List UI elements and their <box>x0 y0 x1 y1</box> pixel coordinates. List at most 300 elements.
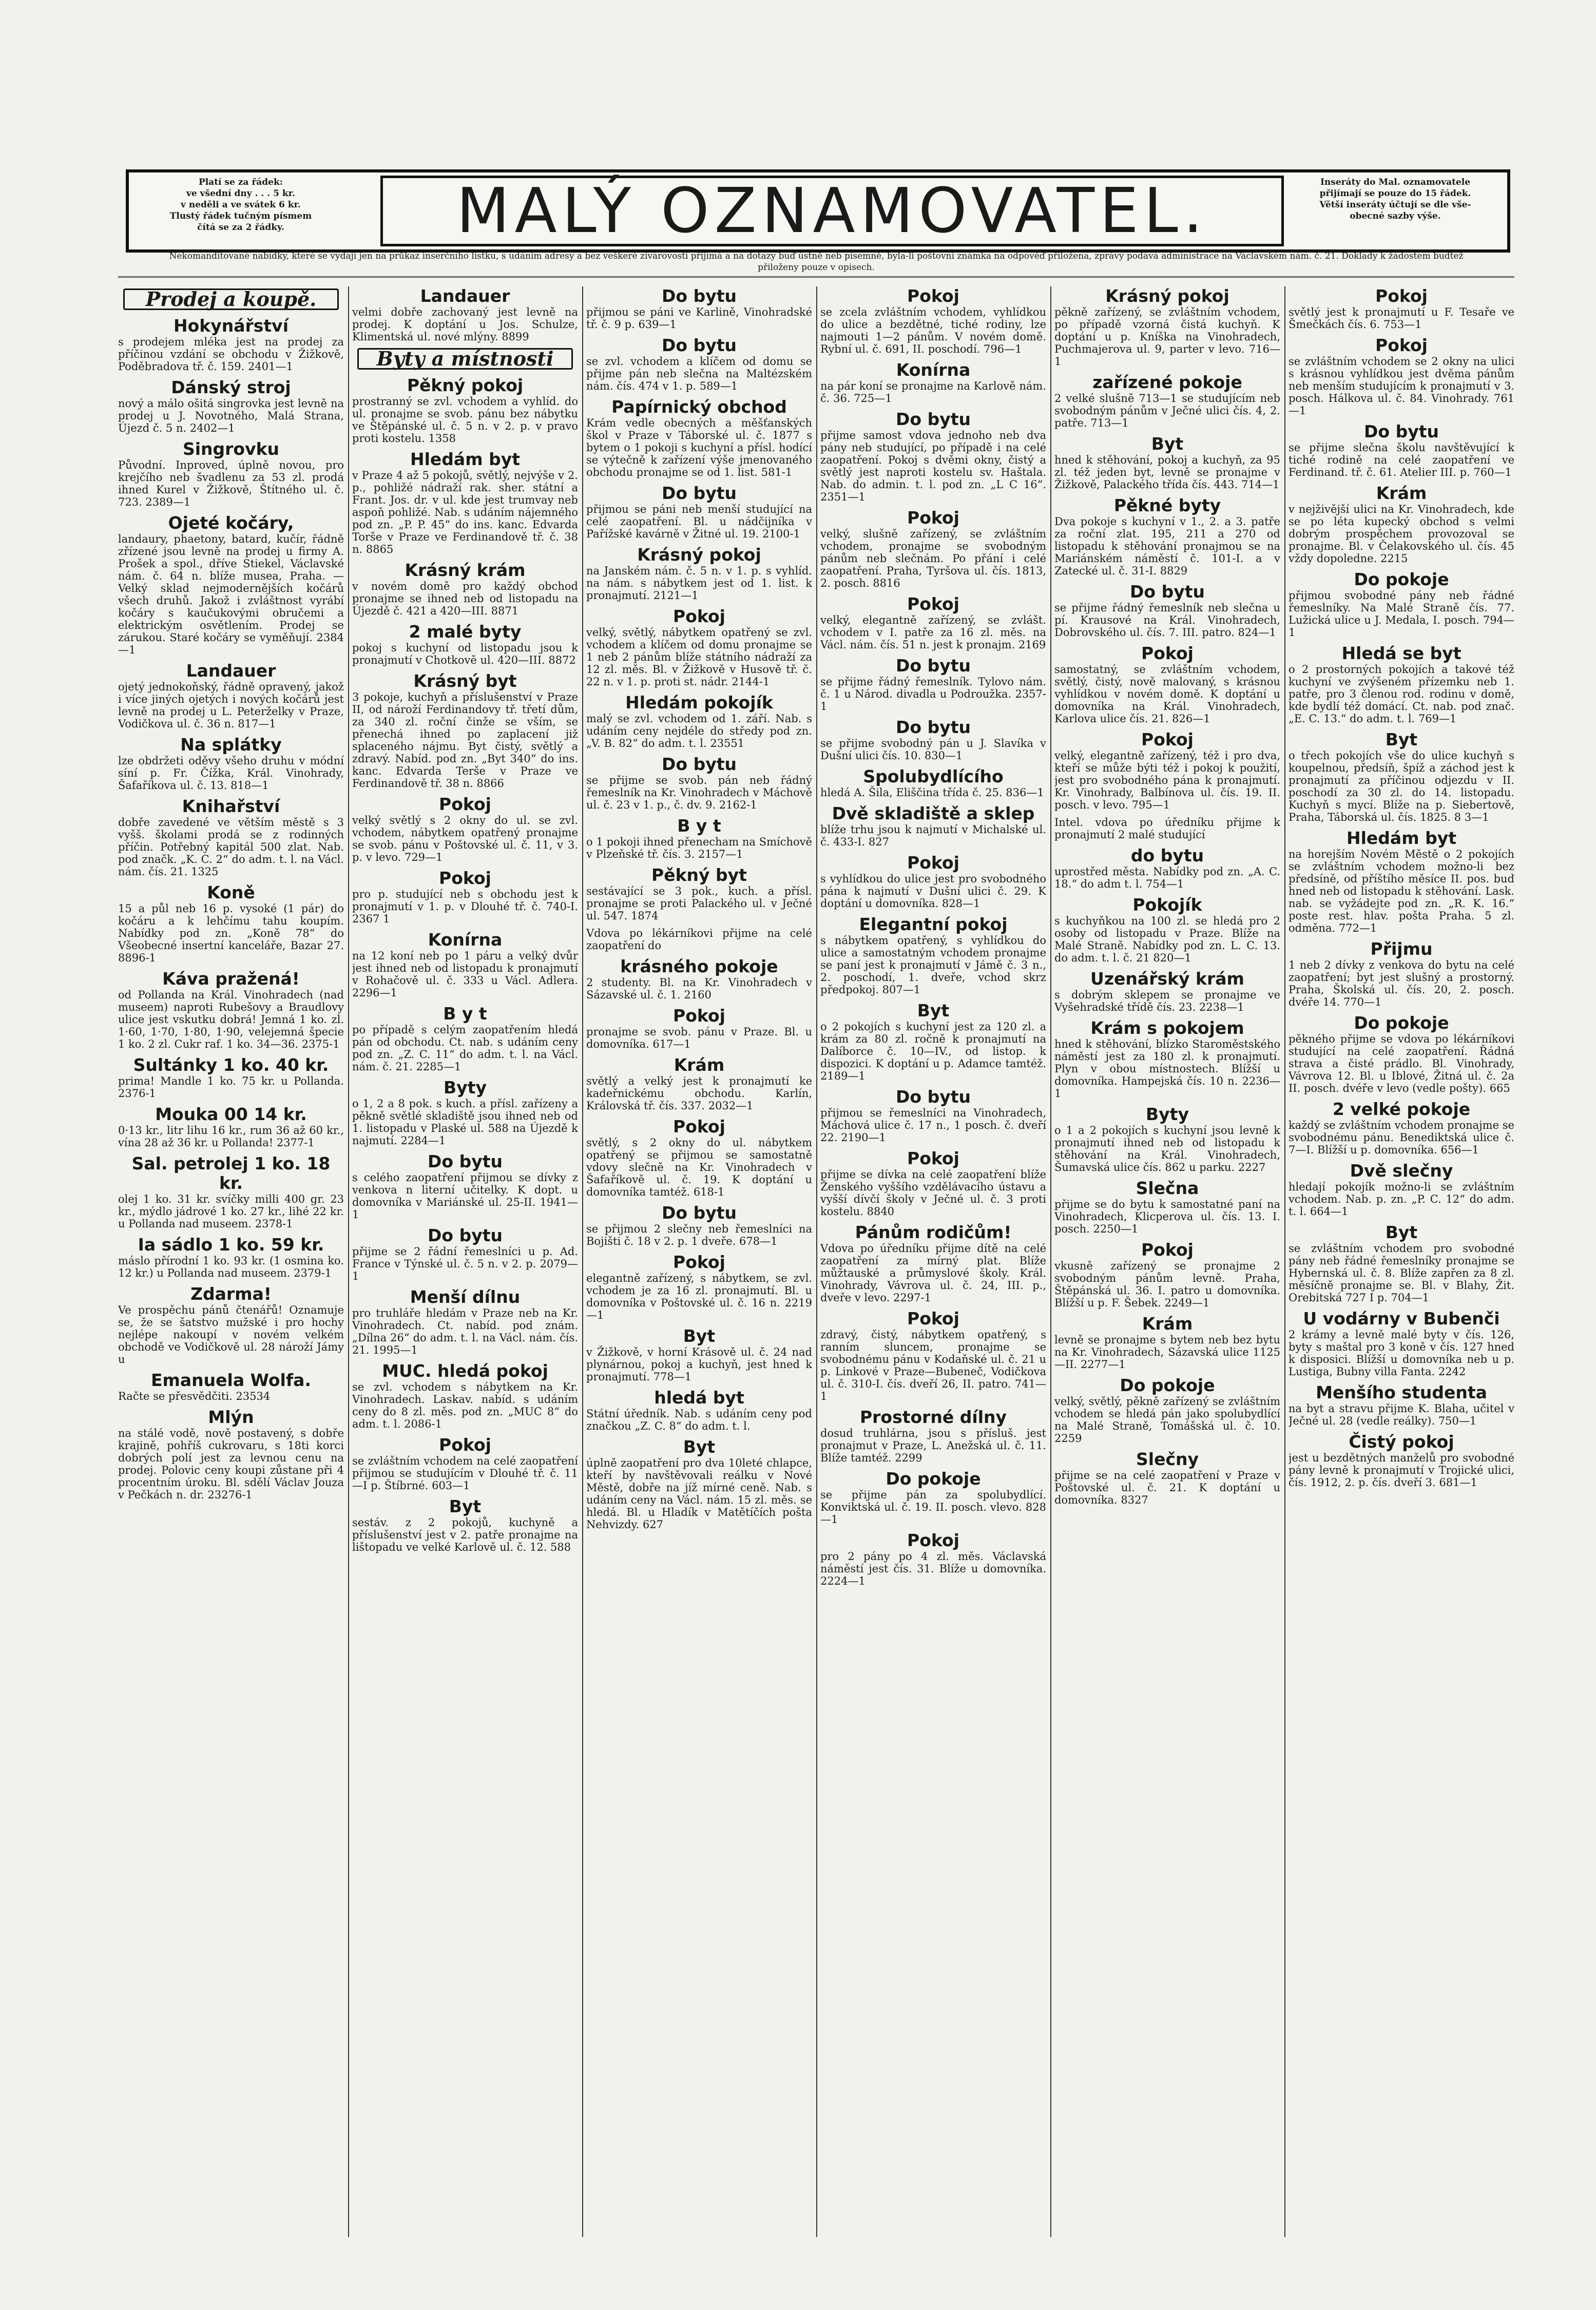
ad-text: 1 neb 2 dívky z venkova do bytu na celé zaopatření; byt jest slušný a prostorný. Praha, Školská ul. čís. 20, 2. posch. dvéře 14. 770—1 <box>1289 959 1514 1008</box>
ad-text: hledá A. Šila, Eliščina třída č. 25. 836—1 <box>820 786 1044 799</box>
ad-text: levně se pronajme s bytem neb bez bytu na Kr. Vinohradech, Sázavská ulice 1125—II. 2277—1 <box>1054 1334 1280 1371</box>
ad-headline: Do pokoje <box>1120 1375 1215 1395</box>
classified-ad <box>352 450 578 555</box>
classified-ad <box>1289 1161 1514 1218</box>
ad-headline: Byt <box>917 1000 950 1021</box>
ad-headline: Landauer <box>186 661 276 681</box>
ad-text: se zvláštním vchodem pro svobodné pány neb řádné řemeslníky pronajme se Hybernská ul. č. 8. Blíže zapřen za 8 zl. měsíčně pronajme se. Bl. v Blahy, Žit. Orebitská 727 I p. 704—1 <box>1289 1242 1514 1304</box>
classified-ad <box>586 1055 812 1112</box>
classified-ad <box>820 1149 1046 1218</box>
classified-ad <box>352 622 578 666</box>
classified-ad <box>1054 1314 1280 1371</box>
ad-headline: Pokoj <box>907 286 959 306</box>
ad-headline: B y t <box>677 816 721 836</box>
classified-ad <box>1054 1376 1280 1445</box>
ad-headline: Byt <box>683 1326 716 1346</box>
classified-ad <box>1289 1383 1514 1427</box>
classified-ad <box>352 930 578 999</box>
ad-headline: Byty <box>1146 1104 1189 1124</box>
ad-text: přijme se 2 řádní řemeslníci u p. Ad. France v Týnské ul. č. 5 n. v 2. p. 2079—1 <box>352 1245 578 1282</box>
classified-ad <box>820 718 1046 762</box>
classified-ad <box>820 1309 1046 1402</box>
classified-ad <box>118 316 344 373</box>
classified-ad <box>118 378 344 434</box>
ad-text: světlý a velký jest k pronajmutí ke kadeřnickému obchodu. Karlín, Královská tř. čís. 337. 2032—1 <box>586 1075 812 1112</box>
ad-text: Vdova po lékárníkovi přijme na celé zaopatření do <box>586 927 812 952</box>
classified-ad <box>1054 286 1280 368</box>
section-heading: Byty a místnosti <box>357 348 573 370</box>
rates-line: čítá se za 2 řádky. <box>197 222 284 233</box>
ad-text: Původní. Inproved, úplně novou, pro krejčího neb švadlenu za 53 zl. prodá ihned Kurel v Žižkově, Štítného ul. č. 723. 2389—1 <box>118 459 344 508</box>
ad-headline: Slečny <box>1136 1449 1199 1469</box>
classified-ad <box>820 767 1046 799</box>
classified-ad <box>586 607 812 688</box>
ad-text: uprostřed města. Nabídky pod zn. „A. C. 18.“ do adm t. l. 754—1 <box>1054 865 1280 890</box>
ad-headline: Pokoj <box>1375 335 1428 355</box>
ad-text: máslo přírodní 1 ko. 93 kr. (1 osmina ko. 12 kr.) u Pollanda nad museem. 2379-1 <box>118 1255 344 1279</box>
classified-ad <box>586 755 812 811</box>
ad-headline: Hledám byt <box>1347 828 1456 848</box>
classified-ad <box>586 816 812 860</box>
ad-headline: Pokoj <box>1141 643 1194 663</box>
ad-text: o 1 a 2 pokojích s kuchyní jsou levně k pronajmutí ihned neb od listopadu k stěhování na Král. Vinohradech, Šumavská ulice čís. 862 u parku. 2227 <box>1054 1124 1280 1173</box>
ad-headline: Zdarma! <box>190 1284 272 1304</box>
masthead <box>126 169 1510 253</box>
ad-headline: Do bytu <box>662 335 737 355</box>
classified-ad <box>586 336 812 392</box>
classified-ad <box>118 1284 344 1365</box>
classified-ad <box>1289 422 1514 478</box>
ad-headline: Byt <box>1385 1222 1418 1242</box>
ad-headline: Mouka 00 14 kr. <box>155 1104 307 1124</box>
ad-headline: Konírna <box>896 360 971 380</box>
classified-ad <box>586 1388 812 1432</box>
title-box <box>380 176 1284 246</box>
classified-ad <box>118 661 344 730</box>
ad-headline: Sal. petrolej 1 ko. 18 kr. <box>131 1153 331 1193</box>
classified-ad <box>820 1087 1046 1144</box>
classified-ad <box>1054 582 1280 639</box>
ad-headline: Dánský stroj <box>171 377 291 397</box>
ad-headline: Emanuela Wolfa. <box>150 1370 311 1390</box>
ad-text: se přijme pán za spolubydlící. Konviktská ul. č. 19. II. posch. vlevo. 828—1 <box>820 1489 1046 1526</box>
classified-ad <box>820 360 1046 405</box>
ad-headline: Ojeté kočáry, <box>168 513 294 533</box>
ad-text: v novém domě pro každý obchod pronajme se ihned neb od listopadu na Újezdě č. 421 a 420—III. 8871 <box>352 580 578 617</box>
ad-headline: Krásný pokoj <box>1105 286 1229 306</box>
ad-headline: hledá byt <box>654 1388 744 1408</box>
ad-headline: Na splátky <box>180 735 282 755</box>
section-heading: Prodej a koupě. <box>123 288 339 310</box>
classified-ad <box>118 1055 344 1100</box>
ad-text: pronajme se svob. pánu v Praze. Bl. u domovníka. 617—1 <box>586 1026 812 1050</box>
ad-text: pro 2 pány po 4 zl. měs. Václavská náměstí jest čís. 31. Blíže u domovníka. 2224—1 <box>820 1550 1046 1587</box>
classified-ad <box>820 1223 1046 1304</box>
classified-ad <box>1054 895 1280 964</box>
ad-headline: Uzenářský krám <box>1090 969 1244 989</box>
classified-ad <box>820 594 1046 651</box>
ad-text: s celého zaopatření přijmou se dívky z venkova n literní učitelky. K dopt. u domovníka v Mariánské ul. 25-II. 1941—1 <box>352 1171 578 1221</box>
classified-ad <box>586 1253 812 1321</box>
ad-text: prima! Mandle 1 ko. 75 kr. u Pollanda. 2376-1 <box>118 1075 344 1100</box>
ad-headline: Do bytu <box>896 1087 971 1107</box>
ad-headline: Do bytu <box>428 1151 503 1171</box>
ad-headline: Byt <box>683 1437 716 1457</box>
ad-headline: Do bytu <box>1364 421 1439 441</box>
classified-ad <box>352 376 578 445</box>
ad-headline: Do bytu <box>428 1225 503 1245</box>
column-rule <box>1284 286 1285 2237</box>
ad-text: hned k stěhování, blízko Staroměstského náměstí jest za 180 zl. k pronajmutí. Plyn v obou místnostech. Blížší u domovníka. Hampejská čís. 10 n. 2236—1 <box>1054 1038 1280 1100</box>
classified-ad <box>586 1117 812 1198</box>
ad-headline: Konírna <box>428 930 503 950</box>
ad-headline: Pokoj <box>439 794 491 814</box>
ad-headline: Do bytu <box>662 286 737 306</box>
classified-ad <box>1054 496 1280 577</box>
ad-text: sestáv. z 2 pokojů, kuchyně a příslušenství jest v 2. patře pronajme na lištopadu ve velké Karlově ul. č. 12. 588 <box>352 1516 578 1553</box>
ad-headline: Elegantní pokoj <box>859 914 1008 934</box>
ad-headline: Sultánky 1 ko. 40 kr. <box>133 1055 329 1075</box>
ad-text: v Žižkově, v horní Krásově ul. č. 24 nad plynárnou, pokoj a kuchyň, jest hned k pronajmutí. 778—1 <box>586 1346 812 1383</box>
classified-ad <box>586 865 812 922</box>
ad-headline: Do bytu <box>896 656 971 676</box>
ad-text: od Pollanda na Král. Vinohradech (nad museem) naproti Rubešovy a Braudlovy ulice jest vskutku dobrá! Jemná 1 ko. zl. 1·60, 1·70, 1·80, 1·90, velejemná špecie 1 ko. 2 zl. Cukr raf. 1 ko. 34—36. 2375-1 <box>118 989 344 1050</box>
rules-line: Větší inseráty účtují se dle vše- <box>1319 200 1471 210</box>
classified-ad <box>586 545 812 602</box>
ad-text: na Janském nám. č. 5 n. v 1. p. s vyhlíd. na nám. s nábytkem jest od 1. list. k pronajmutí. 2121—1 <box>586 565 812 602</box>
ad-headline: Krásný byt <box>413 671 517 691</box>
ad-headline: Krám <box>1376 483 1427 503</box>
classified-ad <box>118 513 344 656</box>
classified-ad <box>1054 373 1280 429</box>
ad-text: Vdova po úředníku přijme dítě na celé zaopatření za mírný plat. Blíže můžtauské a průmyslové školy. Král. Vinohrady, Vávrova ul. č. 24, III. p., dveře v levo. 2297-1 <box>820 1242 1046 1304</box>
classified-ad <box>820 656 1046 713</box>
classified-ad <box>1054 816 1280 841</box>
ad-headline: Pěkný byt <box>651 865 747 885</box>
ad-headline: Káva pražená! <box>162 969 300 989</box>
classified-ad <box>352 869 578 925</box>
ad-headline: Přijmu <box>1370 939 1433 959</box>
ad-text: pěkného přijme se vdova po lékárníkovi studující na celé zaopatření. Řádná strava a čisté prádlo. Bl. Vinohrady, Vávrova 12. Bl. u Iblové, Žitná ul. č. 2a II. posch. dvéře v levo (vedle pošty). 665 <box>1289 1033 1514 1094</box>
classified-ad <box>1289 336 1514 417</box>
ad-headline: Hledám pokojík <box>625 692 773 713</box>
ad-text: se přijme slečna školu navštěvující k tiché rodině na celé zaopatření ve Ferdinand. tř. č. 61. Atelier III. p. 760—1 <box>1289 441 1514 478</box>
ad-headline: Do pokoje <box>1354 569 1449 589</box>
notice-text: Nekomanditované nabídky, které se vydají jen na průkaz inserčního lístku, s udáním adresy a bez veškeré zívárovosti přijímá a na dotazy buď ústně neb písemně, byla-li poštovní známka na odpověď přiložena, zprávy podává administrace na Václavském nám. č. 21. Doklady k žádostem budtež přiloženy pouze v opisech. <box>169 251 1464 273</box>
classified-ad <box>352 1004 578 1073</box>
classified-ad <box>820 1531 1046 1587</box>
classified-ad <box>586 957 812 1001</box>
ad-text: po případě s celým zaopatřením hledá pán od obchodu. Ct. nab. s udáním ceny pod zn. „Z. C. 11“ do adm. t. l. na Václ. nám. č. 21. 2285—1 <box>352 1024 578 1073</box>
ad-text: Ve prospěchu pánů čtenářů! Oznamuje se, že se šatstvo mužské i pro hochy nejlépe nakoupí v novém velkém obchodě ve Vodičkově ul. 28 nároží Jámy u <box>118 1304 344 1365</box>
classified-ad <box>1289 1223 1514 1304</box>
header-rule <box>118 276 1514 278</box>
ad-headline: Singrovku <box>182 439 280 459</box>
ad-headline: Do bytu <box>662 1203 737 1223</box>
ad-headline: Pěkný pokoj <box>407 375 524 395</box>
classified-ad <box>1054 1105 1280 1173</box>
ad-headline: Pokojík <box>1132 895 1202 915</box>
ad-text: se zvl. vchodem s nábytkem na Kr. Vinohradech. Laskav. nabíd. s udáním ceny do 8 zl. měs. pod zn. „MUC 8“ do adm. t. l. 2086-1 <box>352 1381 578 1430</box>
ad-text: landaury, phaetony, batard, kučír, řádně zřízené jsou levně na prodej u firmy A. Prošek a spol., dříve Stiekel, Václavské nám. č. 64 n. blíže musea, Praha. — Velký sklad nejmodernějších kočárů všech druhů. Jakož i zvláštnost vyrábí kočáry s kaučukovými obručemi a elektrickým osvětlením. Prodej se zárukou. Staré kočáry se vyměňují. 2384—1 <box>118 533 344 656</box>
ad-text: s dobrým sklepem se pronajme ve Vyšehradské třídě čís. 23. 2238—1 <box>1054 989 1280 1013</box>
rates-line: v neděli a ve svátek 6 kr. <box>181 200 301 210</box>
classified-ad <box>820 1408 1046 1464</box>
ad-headline: Pokoj <box>439 868 491 888</box>
classified-ad <box>820 804 1046 848</box>
ad-headline: Pokoj <box>1375 286 1428 306</box>
ad-headline: Knihařství <box>182 796 280 816</box>
ad-text: jest u bezdětných manželů pro svobodné pány levně k pronajmutí v Trojické ulici, čís. 1912, 2. p. čís. dveří 3. 681—1 <box>1289 1452 1514 1489</box>
ad-text: na pár koní se pronajme na Karlově nám. č. 36. 725—1 <box>820 380 1046 405</box>
classified-ad <box>586 286 812 331</box>
ad-text: dobře zavedené ve větším městě s 3 vyšš. školami prodá se z rodinných příčin. Potřebný kapitál 500 zlat. Nab. pod značk. „K. C. 2“ do adm. t. l. na Václ. nám. čís. 21. 1325 <box>118 816 344 878</box>
ad-text: přijmou se řemeslníci na Vinohradech, Máchová ulice č. 17 n., 1 posch. č. dveří 22. 2190—1 <box>820 1107 1046 1144</box>
ad-headline: MUC. hledá pokoj <box>382 1361 548 1381</box>
ad-text: velký, světlý, nábytkem opatřený se zvl. vchodem a klíčem od domu pronajme se 1 neb 2 pánům blíže státního nádraží za 12 zl. měs. Bl. v Žižkově v Husově tř. č. 22 n. v 1. p. proti st. nádr. 2144-1 <box>586 626 812 688</box>
ad-headline: Ia sádlo 1 ko. 59 kr. <box>138 1235 324 1255</box>
classified-ad <box>586 397 812 478</box>
classified-ad <box>1289 286 1514 331</box>
classified-ad <box>1289 1432 1514 1489</box>
classified-ad <box>1289 484 1514 565</box>
ad-headline: B y t <box>443 1004 487 1024</box>
ad-text: velmi dobře zachovaný jest levně na prodej. K doptání u Jos. Schulze, Klimentská ul. nové mlýny. 8899 <box>352 306 578 343</box>
ad-text: velký, elegantně zařízený, se zvlášt. vchodem v I. patře za 16 zl. měs. na Václ. nám. čís. 51 n. jest k pronajm. 2169 <box>820 614 1046 651</box>
ad-headline: Pokoj <box>673 1006 725 1026</box>
ad-headline: zařízené pokoje <box>1092 372 1242 392</box>
ad-column <box>1054 286 1280 2237</box>
ad-text: hledají pokojík možno-li se zvláštním vchodem. Nab. p. zn. „P. C. 12“ do adm. t. l. 664—1 <box>1289 1181 1514 1218</box>
classified-ad <box>820 1469 1046 1526</box>
ad-headline: Koně <box>207 882 255 902</box>
ad-headline: Dvě skladiště a sklep <box>832 803 1035 823</box>
ad-headline: Landauer <box>420 286 510 306</box>
classified-ad <box>1289 939 1514 1008</box>
classified-ad <box>352 561 578 617</box>
ad-text: blíže trhu jsou k najmutí v Michalské ul. č. 433-I. 827 <box>820 823 1046 848</box>
ad-text: 2 studenty. Bl. na Kr. Vinohradech v Sázavské ul. č. 1. 2160 <box>586 976 812 1001</box>
ad-text: velký, slušně zařízený, se zvláštním vchodem, pronajme se svobodným pánům neb slečnám. Po přání i celé zaopatření. Praha, Tyršova ul. čís. 1813, 2. posch. 8816 <box>820 528 1046 589</box>
rates-box <box>133 177 349 243</box>
ad-text: 2 velké slušně 713—1 se studujícím neb svobodným pánům v Ječné ulici čís. 4, 2. patře. 713—1 <box>1054 392 1280 429</box>
ad-headline: Pěkné byty <box>1113 495 1221 515</box>
rates-line: Tlustý řádek tučným písmem <box>169 211 312 221</box>
ad-headline: Pokoj <box>907 1148 959 1168</box>
classified-ad <box>586 484 812 540</box>
classified-ad <box>1289 644 1514 725</box>
classified-ad <box>1054 1018 1280 1100</box>
ad-headline: Pánům rodičům! <box>855 1222 1012 1242</box>
ad-text: o třech pokojích vše do ulice kuchyň s koupelnou, předsíň, špíž a záchod jest k pronajmutí za příčinou odjezdu v II. poschodí za 30 zl. do 14. listopadu. Kuchyň s mycí. Blíže na p. Siebertově, Praha, Táborská ul. čís. 1825. 8 3—1 <box>1289 749 1514 823</box>
ad-text: pokoj s kuchyní od listopadu jsou k pronajmutí v Chotkově ul. 420—III. 8872 <box>352 642 578 666</box>
classified-ad <box>118 1235 344 1279</box>
column-rule <box>348 286 349 2237</box>
ad-headline: Papírnický obchod <box>611 397 787 417</box>
classified-ad <box>1289 570 1514 639</box>
ad-text: o 2 pokojích s kuchyní jest za 120 zl. a krám za 80 zl. ročně k pronajmutí na Dalíborce č. 10—IV., od listop. k dispozici. K doptání u p. Adamce tamtéž. 2189—1 <box>820 1021 1046 1082</box>
ad-headline: Krásný krám <box>405 560 526 580</box>
classified-ad <box>1054 1450 1280 1506</box>
ad-text: v nejživější ulici na Kr. Vinohradech, kde se po léta kupecký obchod s velmi dobrým prospěchem provozoval se pronajme. Bl. v Čelakovského ul. čís. 45 vždy dopoledne. 2215 <box>1289 503 1514 565</box>
ad-text: o 1, 2 a 8 pok. s kuch. a přísl. zařízeny a pěkně světlé skladiště jsou ihned neb od 1. listopadu v Plaské ul. 588 na Újezdě k najmutí. 2284—1 <box>352 1098 578 1147</box>
ad-headline: Pokoj <box>907 1308 959 1329</box>
classified-ad <box>820 410 1046 503</box>
classified-ad <box>820 286 1046 355</box>
column-rule <box>582 286 583 2237</box>
ad-text: s kuchyňkou na 100 zl. se hledá pro 2 osoby od listopadu v Praze. Blíže na Malé Straně. Nabídky pod zn. L. C. 13. do adm. t. l. č. 21 820—1 <box>1054 915 1280 964</box>
classified-ad <box>118 883 344 964</box>
ad-headline: Pokoj <box>907 594 959 614</box>
ad-headline: Krám <box>674 1055 725 1075</box>
ad-headline: Dvě slečny <box>1350 1161 1453 1181</box>
ad-text: sestávající se 3 pok., kuch. a přísl. pronajme se proti Palackého ul. v Ječné ul. 547. 1874 <box>586 885 812 922</box>
ad-text: světlý jest k pronajmutí u F. Tesaře ve Šmečkách čís. 6. 753—1 <box>1289 306 1514 331</box>
ad-column <box>586 286 812 2237</box>
ad-text: přijme se do bytu k samostatné paní na Vinohradech, Klicperova ul. čís. 13. I. posch. 2250—1 <box>1054 1198 1280 1235</box>
ad-headline: Pokoj <box>907 508 959 528</box>
ad-headline: Pokoj <box>1141 729 1194 749</box>
ad-headline: 2 malé byty <box>409 622 522 642</box>
classified-ad <box>1054 1240 1280 1309</box>
ad-text: pro p. studující neb s obchodu jest k pronajmutí v 1. p. v Dlouhé tř. č. 740-I. 2367 1 <box>352 888 578 925</box>
ad-headline: Do pokoje <box>886 1469 981 1489</box>
ad-text: v Praze 4 až 5 pokojů, světlý, nejvýše v 2. p., pohližé nádraží rak. sher. státní a Frant. Jos. dr. v ul. kde jest trumvay neb aspoň pohližé. Nab. s udáním nájemného pod zn. „P. P. 45“ do ins. kanc. Edvarda Torše v Praze ve Ferdinandově tř. č. 38 n. 8865 <box>352 469 578 555</box>
classified-ad <box>1289 1309 1514 1378</box>
ad-headline: U vodárny v Bubenči <box>1303 1308 1500 1329</box>
ad-headline: Byt <box>449 1496 482 1516</box>
ad-text: velký, elegantně zařízený, též i pro dva, kteří se může býti též i pokoj k použití, jest pro svobodného pána k pronajmutí. Kr. Vinohrady, Balbínova ul. čís. 19. II. posch. v levo. 795—1 <box>1054 749 1280 811</box>
rules-line: obecné sazby výše. <box>1350 211 1441 221</box>
ad-text: s nábytkem opatřený, s vyhlídkou do ulice a samostatným vchodem pronajme se paní jest k pronajmutí v Jámě č. 3 n., 2. poschodí, 1. dveře, vchod skrz předpokoj. 807—1 <box>820 934 1046 996</box>
ad-headline: Krásný pokoj <box>637 545 761 565</box>
ad-column <box>1289 286 1514 2237</box>
ad-text: se přijme se svob. pán neb řádný řemeslník na Kr. Vinohradech v Máchově ul. č. 23 v 1. p., č. dv. 9. 2162-1 <box>586 774 812 811</box>
ad-headline: Byt <box>1151 434 1184 454</box>
ad-text: 3 pokoje, kuchyň a příslušenství v Praze II, od nároží Ferdinandovy tř. třetí dům, za 340 zl. roční činže se vším, se přenechá ihned po zaplacení již splaceného nájmu. Byt čistý, světlý a zdravý. Nabíd. pod zn. „Byt 340“ do ins. kanc. Edvarda Terše v Praze ve Ferdinandově tř. 38 n. 8866 <box>352 691 578 790</box>
ad-headline: do bytu <box>1130 845 1204 865</box>
classified-ad <box>586 1006 812 1050</box>
ad-text: 0·13 kr., litr lihu 16 kr., rum 36 až 60 kr., vína 28 až 36 kr. u Pollanda! 2377-1 <box>118 1124 344 1149</box>
classified-ad <box>118 797 344 878</box>
ad-headline: Krám s pokojem <box>1090 1018 1244 1038</box>
ad-text: pro truhláře hledám v Praze neb na Kr. Vinohradech. Ct. nabíd. pod znám. „Dílna 26“ do adm. t. l. na Václ. nám. čís. 21. 1995—1 <box>352 1307 578 1356</box>
ad-text: 2 krámy a levně malé byty v čís. 126, byty s maštal pro 3 koně v čís. 127 hned k disposici. Blížší u domovníka neb u p. Lustiga, Bubny villa Fanta. 2242 <box>1289 1329 1514 1378</box>
ad-text: malý se zvl. vchodem od 1. září. Nab. s udáním ceny nejdéle do středy pod zn. „V. B. 82“ do adm. t. l. 23551 <box>586 713 812 749</box>
ad-headline: Prostorné dílny <box>859 1407 1007 1427</box>
classified-ad <box>118 735 344 792</box>
ad-text: s prodejem mléka jest na prodej za příčinou vzdání se obchodu v Žižkově, Poděbradova tř. č. 159. 2401—1 <box>118 336 344 373</box>
ad-headline: Hledá se byt <box>1341 643 1462 663</box>
classified-ad <box>820 1001 1046 1082</box>
classified-ad <box>1289 1013 1514 1094</box>
ad-headline: Pokoj <box>673 1116 725 1137</box>
classified-ad <box>1289 730 1514 823</box>
ad-text: světlý, s 2 okny do ul. nábytkem opatřený se přijmou se samostatně vdovy slečně na Kr. Vinohradech v Šafaříkově ul. č. 19. K doptání u domovníka tamtéž. 618-1 <box>586 1137 812 1198</box>
classified-ad <box>352 1361 578 1430</box>
classified-ad <box>586 1326 812 1383</box>
ad-headline: krásného pokoje <box>620 956 778 976</box>
classified-ad <box>118 1154 344 1230</box>
ad-text: na 12 koní neb po 1 páru a velký dvůr jest ihned neb od listopadu k pronajmutí v Rohačově ul. č. 333 u Václ. Adlera. 2296—1 <box>352 950 578 999</box>
classified-ad <box>820 508 1046 589</box>
classified-ad <box>352 1078 578 1147</box>
ad-text: s vyhlídkou do ulice jest pro svobodného pána k najmutí v Dušní ulici č. 29. K doptání u domovníka. 828—1 <box>820 873 1046 910</box>
page-title: MALÝ OZNAMOVATEL. <box>456 175 1208 247</box>
ad-text: samostatný, se zvláštním vchodem, světlý, čistý, nově malovaný, s krásnou vyhlídkou v novém domě. K doptání u domovníka na Král. Vinohradech, Karlova ulice čís. 21. 826—1 <box>1054 663 1280 725</box>
rates-line: Platí se za řádek: <box>198 177 283 187</box>
ad-text: přijmou se páni ve Karlině, Vinohradské tř. č. 9 p. 639—1 <box>586 306 812 331</box>
ad-headline: Menšího studenta <box>1316 1382 1487 1402</box>
ad-text: o 2 prostorných pokojích a takové též kuchyní ve zvýšeném přízemku neb 1. patře, pro 3 členou rod. rodinu v domě, kde bydlí též domácí. Ct. nab. pod znač. „E. C. 13.“ do adm. t. l. 769—1 <box>1289 663 1514 725</box>
ad-text: velký, světlý, pěkně zařízený se zvláštním vchodem se hledá pán jako spolubydlící na Malé Straně, Tomášská ul. č. 10. 2259 <box>1054 1395 1280 1445</box>
ad-headline: Menší dílnu <box>410 1287 521 1307</box>
ad-text: vkusně zařízený se pronajme 2 svobodným pánům levně. Praha, Štěpánská ul. 36. I. patro u domovníka. Blížší u p. F. Šebek. 2249—1 <box>1054 1260 1280 1309</box>
ad-text: o 1 pokoji ihned přenecham na Smíchově v Plzeňské tř. čís. 3. 2157—1 <box>586 836 812 860</box>
ad-text: přijme se na celé zaopatření v Praze v Poštovské ul. č. 21. K doptání u domovníka. 8327 <box>1054 1469 1280 1506</box>
ad-column <box>352 286 578 2237</box>
ad-text: ojetý jednokoňský, řádně opravený, jakož i více jiných ojetých i nových kočárů jest levně na prodej u L. Peterželky v Praze, Vodičkova ul. č. 36 n. 817—1 <box>118 681 344 730</box>
ad-text: každý se zvláštním vchodem pronajme se svobodnému pánu. Benediktská ulice č. 7—I. Blížší u p. domovníka. 656—1 <box>1289 1119 1514 1156</box>
ad-columns <box>118 286 1514 2237</box>
ad-text: Dva pokoje s kuchyní v 1., 2. a 3. patře za roční zlat. 195, 211 a 270 od listopadu k stěhování pronajmou se na Mariánském náměstí č. 101-I. a v Zatecké ul. č. 31-I. 8829 <box>1054 515 1280 577</box>
classified-ad <box>352 1497 578 1553</box>
ad-text: se přijme svobodný pán u J. Slavíka v Dušní ulici čís. 10. 830—1 <box>820 737 1046 762</box>
classified-ad <box>1054 1179 1280 1235</box>
ad-text: pěkně zařízený, se zvláštním vchodem, po případě vzorná čistá kuchyň. K doptání u p. Kníška na Vinohradech, Puchmajerova ul. 9, parter v levo. 716—1 <box>1054 306 1280 368</box>
ad-headline: Pokoj <box>439 1435 491 1455</box>
ad-headline: Pokoj <box>673 1252 725 1272</box>
newspaper-page <box>118 154 1514 2238</box>
classified-ad <box>820 915 1046 996</box>
ad-text: velký světlý s 2 okny do ul. se zvl. vchodem, nábytkem opatřený pronajme se svob. pánu v Poštovské ul. č. 11, v 3. p. v levo. 729—1 <box>352 814 578 863</box>
ad-text: zdravý, čistý, nábytkem opatřený, s ranním sluncem, pronajme se svobodnému pánu v Kodaňské ul. č. 21 u p. Linkové v Praze—Bubeneč, Vodičkova ul. č. 310-I. čís. dveří 26, II. patro. 741—1 <box>820 1329 1046 1402</box>
classified-ad <box>118 1408 344 1501</box>
ad-text: se přijmou 2 slečny neb řemeslníci na Bojišti č. 18 v 2. p. 1 dveře. 678—1 <box>586 1223 812 1247</box>
ad-text: hned k stěhování, pokoj a kuchyň, za 95 zl. též jeden byt, levně se pronajme v Žižkově, Palackého třída čís. 443. 714—1 <box>1054 454 1280 491</box>
ad-headline: Hokynářství <box>173 316 289 336</box>
ad-headline: Hledám byt <box>410 449 520 469</box>
ad-text: prostranný se zvl. vchodem a vyhlíd. do ul. pronajme se svob. pánu bez nábytku ve Štěpánské ul. č. 5 n. v 2. p. v pravo proti kostelu. 1358 <box>352 395 578 445</box>
classified-ad <box>352 1152 578 1221</box>
classified-ad <box>352 795 578 863</box>
classified-ad <box>1054 644 1280 725</box>
ad-text: se zvl. vchodem a klíčem od domu se přijme pán neb slečna na Maltézském nám. čís. 474 v 1. p. 589—1 <box>586 355 812 392</box>
ad-column <box>118 286 344 2237</box>
ad-text: 15 a půl neb 16 p. vysoké (1 pár) do kočáru a k lehčímu tahu koupím. Nabídky pod zn. „Koně 78“ do Všeobecné insertní kanceláře, Bazar 27. 8896-1 <box>118 902 344 964</box>
column-rule <box>1050 286 1051 2237</box>
ad-headline: Mlýn <box>208 1407 254 1427</box>
classified-ad <box>352 1287 578 1356</box>
ad-text: na byt a stravu přijme K. Blaha, učitel v Ječné ul. 28 (vedle reálky). 750—1 <box>1289 1402 1514 1427</box>
ad-headline: Krám <box>1142 1314 1193 1334</box>
ad-column <box>820 286 1046 2237</box>
rates-line: ve všední dny . . . 5 kr. <box>186 188 295 199</box>
classified-ad <box>1289 1100 1514 1156</box>
ad-headline: 2 velké pokoje <box>1332 1099 1471 1119</box>
column-rule <box>816 286 817 2237</box>
ad-headline: Pokoj <box>673 606 725 626</box>
ad-text: elegantně zařízený, s nábytkem, se zvl. vchodem je za 16 zl. pronajmutí. Bl. u domovníka v Poštovské ul. č. 16 n. 2219—1 <box>586 1272 812 1321</box>
classified-ad <box>820 853 1046 910</box>
ad-text: Krám vedle obecných a měšťanských škol v Praze v Táborské ul. č. 1877 s bytem o 1 pokoji s kuchyní a přísl. hodící se výtečně k zařízení výše jmenovaného obchodu pronajme se od 1. list. 581-1 <box>586 417 812 478</box>
classified-ad <box>1054 730 1280 811</box>
classified-ad <box>352 286 578 343</box>
ad-text: úplně zaopatření pro dva 10leté chlapce, kteří by navštěvovali reálku v Nové Městě, dobře na jíž mírné ceně. Nab. s udáním ceny na Václ. nám. 15 zl. měs. se hledá. Bl. u Hladík v Matětíčích pošta Nehvizdy. 627 <box>586 1457 812 1531</box>
ad-text: olej 1 ko. 31 kr. svíčky milli 400 gr. 23 kr., mýdlo jádrové 1 ko. 27 kr., lihé 22 kr. u Pollanda nad museem. 2378-1 <box>118 1193 344 1230</box>
ad-headline: Do bytu <box>662 483 737 503</box>
ad-headline: Spolubydlícího <box>863 766 1004 786</box>
